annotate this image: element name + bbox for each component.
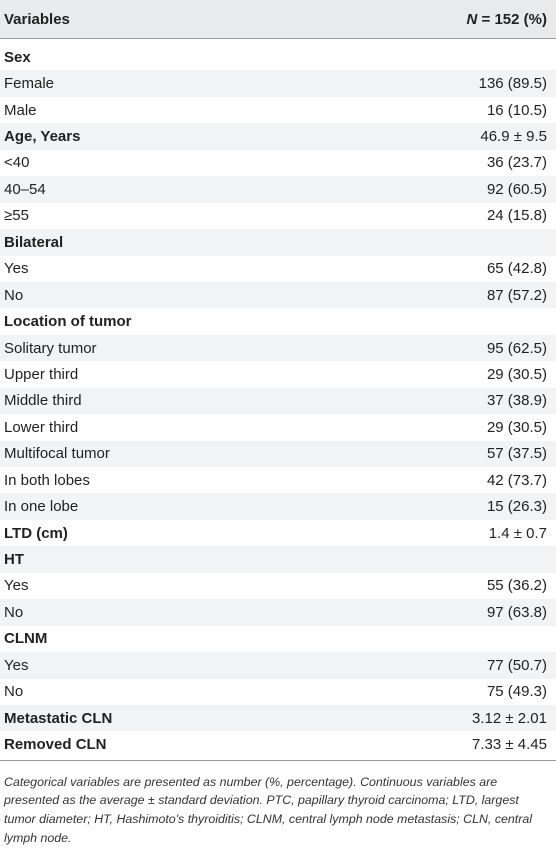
table-row bbox=[0, 599, 556, 625]
row-value: 95 (62.5) bbox=[486, 339, 547, 357]
row-value: 24 (15.8) bbox=[486, 207, 547, 225]
row-value: 37 (38.9) bbox=[486, 392, 547, 410]
table-row bbox=[0, 441, 556, 467]
row-label: 40–54 bbox=[4, 180, 46, 198]
table-footnote: Categorical variables are presented as number (%, percentage). Continuous variables are presented as the average ± standard deviation. PTC, papillary thyroid carcinoma; LTD, largest tumor diameter; HT, Hashimoto's thyroiditis; CLNM, central lymph node metastasis; CLN, central lymph node. bbox=[4, 774, 533, 845]
row-value: 3.12 ± 2.01 bbox=[472, 709, 547, 727]
table-row bbox=[0, 414, 556, 440]
row-label: Male bbox=[4, 101, 37, 119]
table-row bbox=[0, 705, 556, 731]
row-value: 75 (49.3) bbox=[486, 683, 547, 701]
table-row bbox=[0, 44, 556, 70]
row-value: 15 (26.3) bbox=[486, 498, 547, 516]
table-row bbox=[0, 679, 556, 705]
row-label: Yes bbox=[4, 577, 29, 595]
row-label: No bbox=[4, 286, 24, 304]
table-row bbox=[0, 573, 556, 599]
row-value: 46.9 ± 9.5 bbox=[480, 128, 547, 146]
row-label: CLNM bbox=[4, 630, 48, 648]
row-label: In both lobes bbox=[4, 471, 90, 489]
row-label: Lower third bbox=[4, 418, 79, 436]
table-row bbox=[0, 467, 556, 493]
header-variables: Variables bbox=[4, 10, 70, 28]
table-row bbox=[0, 626, 556, 652]
row-label: HT bbox=[4, 551, 24, 569]
row-value: 29 (30.5) bbox=[486, 418, 547, 436]
row-label: Upper third bbox=[4, 365, 79, 383]
table-row bbox=[0, 70, 556, 96]
row-label: Bilateral bbox=[4, 233, 64, 251]
row-label: <40 bbox=[4, 154, 30, 172]
row-value: 77 (50.7) bbox=[486, 656, 547, 674]
table-row bbox=[0, 229, 556, 255]
header-n-rest: = 152 (%) bbox=[477, 10, 547, 28]
row-label: Metastatic CLN bbox=[4, 709, 113, 727]
row-label: Sex bbox=[4, 48, 31, 66]
row-value: 7.33 ± 4.45 bbox=[472, 736, 547, 754]
table-body bbox=[0, 39, 556, 758]
table-row bbox=[0, 97, 556, 123]
table-row bbox=[0, 361, 556, 387]
row-label: No bbox=[4, 683, 24, 701]
table-row bbox=[0, 256, 556, 282]
row-label: Solitary tumor bbox=[4, 339, 97, 357]
row-value: 87 (57.2) bbox=[486, 286, 547, 304]
table-row bbox=[0, 150, 556, 176]
row-value: 29 (30.5) bbox=[486, 365, 547, 383]
row-value: 92 (60.5) bbox=[486, 180, 547, 198]
table-row bbox=[0, 388, 556, 414]
row-label: Yes bbox=[4, 656, 29, 674]
table-row bbox=[0, 282, 556, 308]
row-value: 1.4 ± 0.7 bbox=[488, 524, 547, 542]
table-row bbox=[0, 176, 556, 202]
table-row bbox=[0, 731, 556, 757]
row-label: Location of tumor bbox=[4, 313, 132, 331]
row-label: No bbox=[4, 603, 24, 621]
header-n-italic: N bbox=[466, 10, 478, 28]
table-row bbox=[0, 203, 556, 229]
row-label: In one lobe bbox=[4, 498, 79, 516]
row-label: Age, Years bbox=[4, 128, 81, 146]
row-label: Removed CLN bbox=[4, 736, 107, 754]
header-n bbox=[467, 11, 556, 28]
row-value: 55 (36.2) bbox=[486, 577, 547, 595]
table-header bbox=[0, 0, 556, 39]
row-value: 36 (23.7) bbox=[486, 154, 547, 172]
table-row bbox=[0, 546, 556, 572]
row-label: Multifocal tumor bbox=[4, 445, 110, 463]
table-row bbox=[0, 335, 556, 361]
row-value: 42 (73.7) bbox=[486, 471, 547, 489]
table-row bbox=[0, 493, 556, 519]
table-row bbox=[0, 308, 556, 334]
row-label: Yes bbox=[4, 260, 29, 278]
row-label: Female bbox=[4, 75, 55, 93]
row-value: 65 (42.8) bbox=[486, 260, 547, 278]
row-value: 57 (37.5) bbox=[486, 445, 547, 463]
row-value: 97 (63.8) bbox=[486, 603, 547, 621]
row-label: Middle third bbox=[4, 392, 82, 410]
table-row bbox=[0, 652, 556, 678]
row-label: ≥55 bbox=[4, 207, 29, 225]
table-row bbox=[0, 520, 556, 546]
row-value: 136 (89.5) bbox=[478, 75, 547, 93]
table-row bbox=[0, 123, 556, 149]
row-label: LTD (cm) bbox=[4, 524, 68, 542]
row-value: 16 (10.5) bbox=[486, 101, 547, 119]
